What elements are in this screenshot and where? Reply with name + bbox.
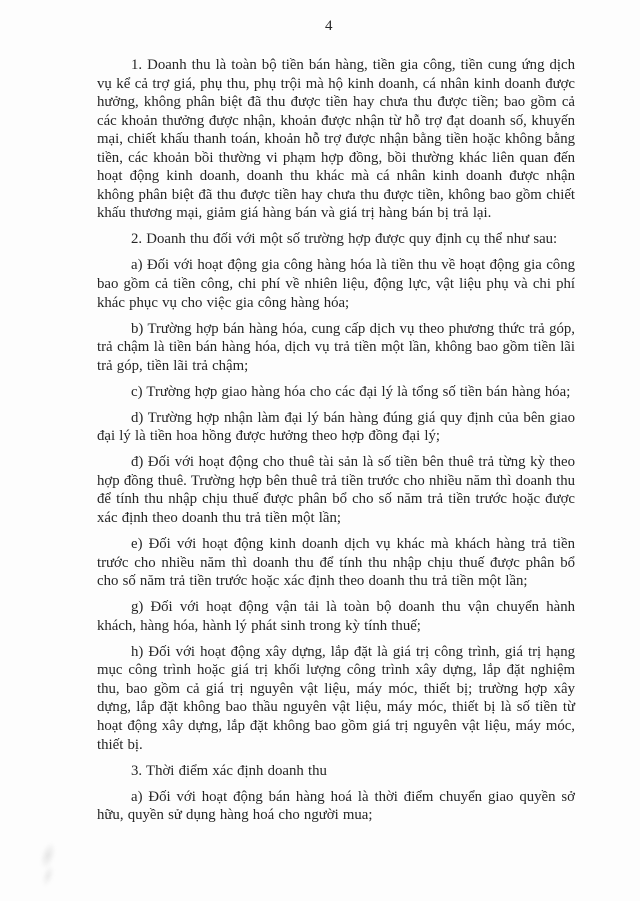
paragraph-2g: g) Đối với hoạt động vận tải là toàn bộ doanh thu vận chuyển hành khách, hàng hóa, hành lý phát sinh trong kỳ tính thuế; (97, 599, 575, 634)
paragraph-3a: a) Đối với hoạt động bán hàng hoá là thời điểm chuyển giao quyền sở hữu, quyền sử dụng hàng hoá cho người mua; (97, 788, 575, 824)
paragraph-2a: a) Đối với hoạt động gia công hàng hóa là tiền thu về hoạt động gia công bao gồm cả tiền công, chi phí về nhiên liệu, động lực, vật liệu phụ và chi phí khác phục vụ cho việc gia công hàng hóa; (97, 257, 575, 311)
paragraph-3: 3. Thời điểm xác định doanh thu (131, 762, 327, 779)
paragraph-2c: c) Trường hợp giao hàng hóa cho các đại lý là tổng số tiền bán hàng hóa; (131, 383, 571, 400)
scan-smudge-artifact (22, 837, 77, 896)
paragraph-2d: d) Trường hợp nhận làm đại lý bán hàng đúng giá quy định của bên giao đại lý là tiền hoa hồng được hưởng theo hợp đồng đại lý; (97, 409, 575, 445)
paragraph-2e: e) Đối với hoạt động kinh doanh dịch vụ khác mà khách hàng trả tiền trước cho nhiều năm thì doanh thu để tính thu nhập chịu thuế được phân bổ cho số năm trả tiền trước hoặc xác định theo doanh thu trả tiền một lần; (97, 536, 575, 590)
document-body (97, 56, 575, 832)
page-number: 4 (325, 18, 333, 34)
paragraph-2dd: đ) Đối với hoạt động cho thuê tài sản là số tiền bên thuê trả từng kỳ theo hợp đồng thuê. Trường hợp bên thuê trả tiền trước cho nhiều năm thì doanh thu để tính thu nhập chịu thuế được phân bổ cho số năm trả tiền trước hoặc được xác định theo doanh thu trả tiền một lần; (97, 454, 575, 527)
paragraph-2b: b) Trường hợp bán hàng hóa, cung cấp dịch vụ theo phương thức trả góp, trả chậm là tiền bán hàng hóa, dịch vụ trả tiền một lần, không bao gồm tiền lãi trả góp, tiền lãi trả chậm; (97, 320, 575, 374)
paragraph-2h: h) Đối với hoạt động xây dựng, lắp đặt là giá trị công trình, giá trị hạng mục công trình hoặc giá trị khối lượng công trình xây dựng, lắp đặt nghiệm thu, bao gồm cả giá trị nguyên vật liệu, máy móc, thiết bị; trường hợp xây dựng, lắp đặt không bao thầu nguyên vật liệu, máy móc, thiết bị là số tiền từ hoạt động xây dựng, lắp đặt không bao gồm giá trị nguyên vật liệu, máy móc, thiết bị. (97, 643, 575, 753)
paragraph-1: 1. Doanh thu là toàn bộ tiền bán hàng, tiền gia công, tiền cung ứng dịch vụ kể cả trợ giá, phụ thu, phụ trội mà hộ kinh doanh, cá nhân kinh doanh được hưởng, không phân biệt đã thu được tiền hay chưa thu được tiền; bao gồm cả các khoản thưởng được nhận, khoản được nhận từ hỗ trợ đạt doanh số, khuyến mại, chiết khấu thanh toán, khoản hỗ trợ được nhận bằng tiền hoặc không bằng tiền, các khoản bồi thường vi phạm hợp đồng, bồi thường khác liên quan đến hoạt động kinh doanh, doanh thu khác mà cá nhân kinh doanh được nhận không phân biệt đã thu được tiền hay chưa thu được tiền, không bao gồm chiết khấu thương mại, giảm giá hàng bán và giá trị hàng bán bị trả lại. (97, 57, 575, 222)
paragraph-2: 2. Doanh thu đối với một số trường hợp được quy định cụ thể như sau: (131, 231, 558, 248)
